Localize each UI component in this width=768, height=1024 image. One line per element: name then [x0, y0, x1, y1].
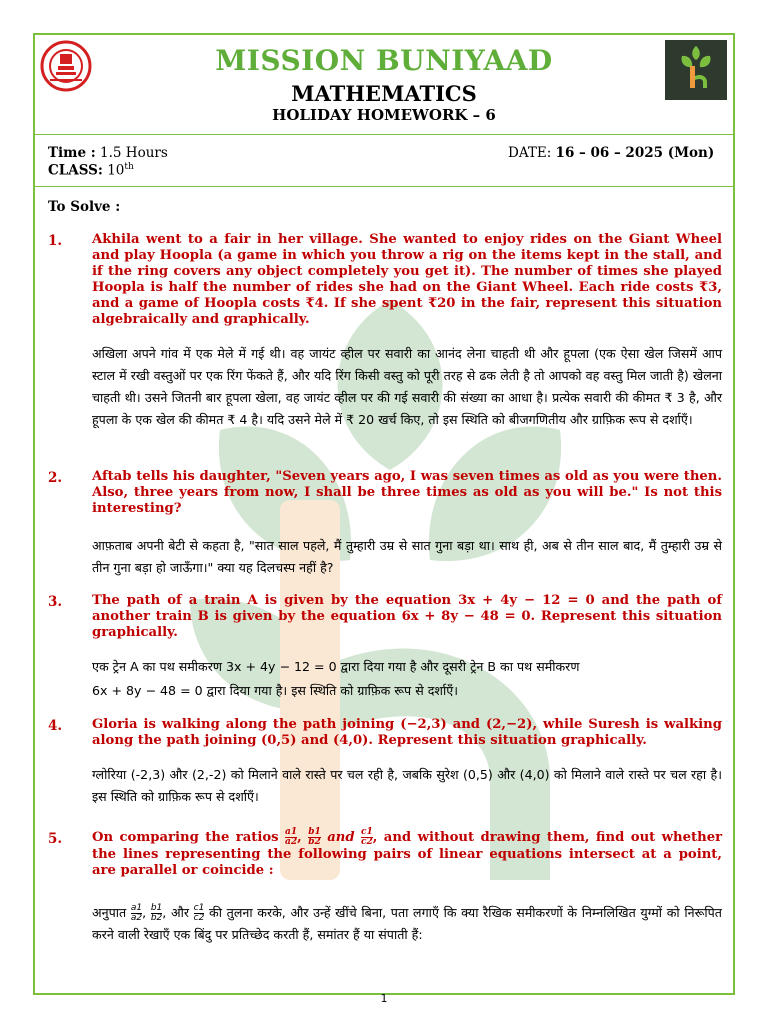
subject-heading: MATHEMATICS [291, 81, 477, 106]
ratio-c-fraction: $\frac{c1}{c2}$ [193, 903, 205, 923]
question-5-english: On comparing the ratios $\frac{a1}{a2}$ , $\frac{b1}{b2}$ and $\frac{c1}{c2}$ , and without drawing them, find out whether the lines representing the following pairs of linear equations intersect at a point, are parallel or coincide : [92, 827, 723, 878]
question-number: 1. [48, 233, 63, 249]
page-title: MISSION BUNIYAAD [215, 44, 553, 77]
date-field: DATE: 16 – 06 – 2025 (Mon) [508, 145, 715, 161]
question-number: 5. [48, 831, 63, 847]
time-field: Time : 1.5 Hours [48, 145, 168, 161]
class-field: CLASS: 10th [48, 162, 134, 179]
ratio-a-fraction: $\frac{a1}{a2}$ [130, 903, 143, 923]
question-number: 4. [48, 718, 63, 734]
homework-subtitle: HOLIDAY HOMEWORK – 6 [272, 106, 496, 124]
question-4-english: Gloria is walking along the path joining (−2,3) and (2,−2), while Suresh is walking along the path joining (0,5) and (4,0). Represent this situation graphically. [92, 717, 722, 748]
question-2-english: Aftab tells his daughter, "Seven years ago, I was seven times as old as you were then. Also, three years from now, I shall be three times as old as you will be." Is not this interesting? [92, 469, 722, 516]
ratio-b-fraction: $\frac{b1}{b2}$ [308, 827, 321, 847]
ratio-c-fraction: $\frac{c1}{c2}$ [361, 827, 373, 847]
question-2-hindi: आफ़ताब अपनी बेटी से कहता है, "सात साल पहले, मैं तुम्हारी उम्र से सात गुना बड़ा था। साथ ही, अब से तीन साल बाद, मैं तुम्हारी उम्र से तीन गुना बड़ा हो जाऊँगा।" क्या यह दिलचस्प नहीं है? [92, 538, 722, 575]
meta-divider [35, 186, 733, 187]
section-label: To Solve : [48, 199, 121, 215]
question-number: 2. [48, 470, 63, 486]
question-3-hindi-line-2: 6x + 8y − 48 = 0 द्वारा दिया गया है। इस स्थिति को ग्राफ़िक रूप से दर्शाएँ। [92, 683, 458, 698]
page-number: 1 [380, 992, 388, 1005]
ratio-a-fraction: $\frac{a1}{a2}$ [285, 827, 298, 847]
question-1-hindi: अखिला अपने गांव में एक मेले में गई थी। वह जायंट व्हील पर सवारी का आनंद लेना चाहती थी और हूपला (एक ऐसा खेल जिसमें आप स्टाल में रखी वस्तुओं पर एक रिंग फेंकते हैं, और यदि रिंग किसी वस्तु को पूरी तरह से ढक लेती है तो आपको वह वस्तु मिल जाती है) खेलना चाहती थी। उसने जितनी बार हूपला खेला, वह जायंट व्हील पर की गई सवारी की संख्या का आधा है। प्रत्येक सवारी की कीमत ₹ 3 है, और हूपला के एक खेल की कीमत ₹ 4 है। यदि उसने मेले में ₹ 20 खर्च किए, तो इस स्थिति को बीजगणितीय और ग्राफ़िक रूप से दर्शाएँ। [92, 346, 722, 427]
question-3-hindi-line-1: एक ट्रेन A का पथ समीकरण 3x + 4y − 12 = 0 द्वारा दिया गया है और दूसरी ट्रेन B का पथ समीकरण [92, 659, 580, 674]
question-3-english: The path of a train A is given by the equation 3x + 4y − 12 = 0 and the path of another train B is given by the equation 6x + 8y − 48 = 0. Represent this situation graphically. [92, 593, 722, 640]
question-number: 3. [48, 594, 63, 610]
question-4-hindi: ग्लोरिया (-2,3) और (2,-2) को मिलाने वाले रास्ते पर चल रही है, जबकि सुरेश (0,5) और (4,0) को मिलाने वाले रास्ते पर चल रहा है। इस स्थिति को ग्राफ़िक रूप से दर्शाएँ। [92, 767, 722, 804]
header-divider [35, 134, 733, 135]
question-5-hindi: अनुपात $\frac{a1}{a2}$ , $\frac{b1}{b2}$ , और $\frac{c1}{c2}$ की तुलना करके, और उन्हें खींचे बिना, पता लगाएँ कि क्या रैखिक समीकरणों के निम्नलिखित युग्मों को निरूपित करने वाली रेखाएँ एक बिंदु पर प्रतिच्छेद करती हैं, समांतर हैं या संपाती हैं: [92, 903, 722, 942]
ratio-b-fraction: $\frac{b1}{b2}$ [150, 903, 163, 923]
question-1-english: Akhila went to a fair in her village. She wanted to enjoy rides on the Giant Wheel and play Hoopla (a game in which you throw a rig on the items kept in the stall, and if the ring covers any object completely you get it). The number of times she played Hoopla is half the number of rides she had on the Giant Wheel. Each ride costs ₹3, and a game of Hoopla costs ₹4. If she spent ₹20 in the fair, represent this situation algebraically and graphically. [92, 232, 722, 327]
